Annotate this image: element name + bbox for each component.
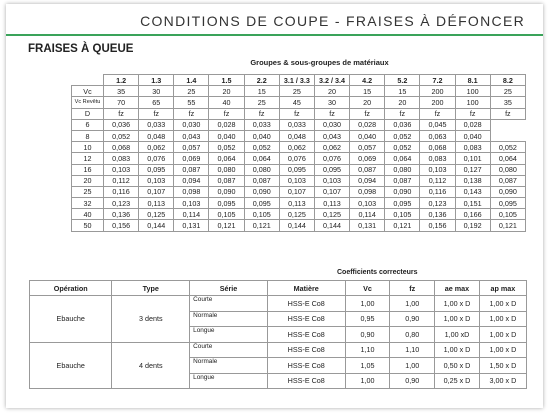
fz-coef-cell: 0,80 bbox=[390, 327, 435, 343]
fz-value-cell: 0,114 bbox=[174, 209, 209, 220]
diameter-cell: 25 bbox=[72, 186, 104, 197]
cutting-conditions-table bbox=[71, 74, 526, 232]
fz-value-cell: 0,103 bbox=[420, 164, 455, 175]
fz-header-cell: fz bbox=[139, 108, 174, 119]
coefficients-row bbox=[30, 342, 527, 358]
matiere-cell: HSS-E Co8 bbox=[267, 296, 345, 312]
ae-max-cell: 0,50 x D bbox=[435, 358, 480, 374]
fz-value-cell: 0,143 bbox=[455, 186, 490, 197]
vc-coef-cell: 1,00 bbox=[345, 373, 390, 389]
fz-header-cell: fz bbox=[314, 108, 349, 119]
diameter-cell: 20 bbox=[72, 175, 104, 186]
page-header bbox=[6, 4, 543, 30]
fz-value-cell: 0,064 bbox=[490, 153, 525, 164]
vc-coated-cell: 100 bbox=[455, 97, 490, 108]
group-header-cell: 3.2 / 3.4 bbox=[314, 75, 349, 86]
fz-value-cell: 0,040 bbox=[455, 130, 490, 141]
fz-value-cell: 0,076 bbox=[139, 153, 174, 164]
fz-value-cell: 0,095 bbox=[490, 198, 525, 209]
vc-coef-cell: 1,05 bbox=[345, 358, 390, 374]
fz-value-cell: 0,087 bbox=[350, 164, 385, 175]
fz-header-cell: fz bbox=[244, 108, 279, 119]
fz-header-cell: fz bbox=[279, 108, 314, 119]
serie-cell: Normale bbox=[190, 311, 268, 327]
fz-value-cell: 0,125 bbox=[314, 209, 349, 220]
fz-value-cell: 0,052 bbox=[490, 142, 525, 153]
fz-value-cell: 0,103 bbox=[314, 175, 349, 186]
vc-coef-cell: 1,00 bbox=[345, 296, 390, 312]
diameter-row bbox=[72, 119, 526, 130]
fz-value-cell: 0,090 bbox=[209, 186, 244, 197]
fz-value-cell: 0,105 bbox=[490, 209, 525, 220]
fz-value-cell: 0,094 bbox=[174, 175, 209, 186]
fz-value-cell: 0,138 bbox=[455, 175, 490, 186]
group-header-row bbox=[72, 75, 526, 86]
fz-value-cell: 0,123 bbox=[104, 198, 139, 209]
fz-value-cell: 0,069 bbox=[174, 153, 209, 164]
ae-max-header: ae max bbox=[435, 281, 480, 296]
fz-value-cell: 0,136 bbox=[420, 209, 455, 220]
vc-header: Vc bbox=[345, 281, 390, 296]
operation-cell: Ebauche bbox=[30, 342, 112, 389]
fz-value-cell: 0,033 bbox=[244, 119, 279, 130]
vc-cell: 25 bbox=[174, 86, 209, 97]
fz-header-cell: fz bbox=[455, 108, 490, 119]
coefficients-row bbox=[30, 296, 527, 312]
fz-value-cell: 0,103 bbox=[139, 175, 174, 186]
fz-header-cell: fz bbox=[385, 108, 420, 119]
diameter-row bbox=[72, 175, 526, 186]
fz-value-cell: 0,080 bbox=[244, 164, 279, 175]
vc-label-cell: Vc bbox=[72, 86, 104, 97]
fz-value-cell: 0,116 bbox=[104, 186, 139, 197]
fz-value-cell: 0,048 bbox=[139, 130, 174, 141]
diameter-cell: 50 bbox=[72, 220, 104, 231]
fz-value-cell: 0,105 bbox=[244, 209, 279, 220]
group-header-cell: 4.2 bbox=[350, 75, 385, 86]
fz-value-cell: 0,052 bbox=[104, 130, 139, 141]
vc-cell: 25 bbox=[279, 86, 314, 97]
fz-value-cell: 0,040 bbox=[209, 130, 244, 141]
vc-cell: 25 bbox=[490, 86, 525, 97]
fz-value-cell: 0,103 bbox=[279, 175, 314, 186]
serie-header: Série bbox=[190, 281, 268, 296]
fz-value-cell: 0,113 bbox=[139, 198, 174, 209]
serie-cell: Longue bbox=[190, 373, 268, 389]
fz-value-cell: 0,052 bbox=[209, 142, 244, 153]
group-header-cell: 8.1 bbox=[455, 75, 490, 86]
fz-value-cell: 0,028 bbox=[350, 119, 385, 130]
fz-value-cell: 0,166 bbox=[455, 209, 490, 220]
group-header-cell: 7.2 bbox=[420, 75, 455, 86]
fz-value-cell: 0,101 bbox=[455, 153, 490, 164]
fz-value-cell: 0,090 bbox=[490, 186, 525, 197]
fz-value-cell: 0,112 bbox=[104, 175, 139, 186]
fz-value-cell: 0,116 bbox=[420, 186, 455, 197]
fz-value-cell: 0,068 bbox=[420, 142, 455, 153]
section-title: FRAISES À QUEUE bbox=[28, 43, 134, 55]
fz-value-cell: 0,192 bbox=[455, 220, 490, 231]
diameter-row bbox=[72, 186, 526, 197]
groups-caption: Groupes & sous-groupes de matériaux bbox=[250, 58, 389, 67]
fz-coef-cell: 0,90 bbox=[390, 373, 435, 389]
fz-value-cell: 0,103 bbox=[104, 164, 139, 175]
matiere-cell: HSS-E Co8 bbox=[267, 327, 345, 343]
ap-max-cell: 1,00 x D bbox=[479, 296, 526, 312]
diameter-row bbox=[72, 153, 526, 164]
fz-value-cell: 0,127 bbox=[455, 164, 490, 175]
vc-coated-cell: 30 bbox=[314, 97, 349, 108]
matiere-header: Matière bbox=[267, 281, 345, 296]
diameter-label-cell: D bbox=[72, 108, 104, 119]
vc-cell: 15 bbox=[244, 86, 279, 97]
type-cell: 4 dents bbox=[112, 342, 190, 389]
fz-value-cell: 0,028 bbox=[209, 119, 244, 130]
vc-cell: 20 bbox=[314, 86, 349, 97]
fz-value-cell: 0,030 bbox=[314, 119, 349, 130]
fz-header-cell: fz bbox=[104, 108, 139, 119]
fz-value-cell: 0,033 bbox=[139, 119, 174, 130]
group-header-cell: 3.1 / 3.3 bbox=[279, 75, 314, 86]
coefficients-table bbox=[29, 280, 527, 389]
fz-header: fz bbox=[390, 281, 435, 296]
fz-header-cell: fz bbox=[209, 108, 244, 119]
fz-value-cell: 0,052 bbox=[385, 142, 420, 153]
group-header-cell: 1.5 bbox=[209, 75, 244, 86]
vc-coated-label-cell: Vc Revêtu bbox=[72, 97, 104, 108]
diameter-cell: 8 bbox=[72, 130, 104, 141]
fz-header-cell: fz bbox=[350, 108, 385, 119]
serie-cell: Courte bbox=[190, 296, 268, 312]
vc-coated-cell: 65 bbox=[139, 97, 174, 108]
fz-value-cell: 0,090 bbox=[385, 186, 420, 197]
matiere-cell: HSS-E Co8 bbox=[267, 342, 345, 358]
fz-value-cell: 0,094 bbox=[350, 175, 385, 186]
ae-max-cell: 1,00 x D bbox=[435, 296, 480, 312]
fz-value-cell: 0,052 bbox=[244, 142, 279, 153]
fz-coef-cell: 1,00 bbox=[390, 296, 435, 312]
fz-value-cell: 0,045 bbox=[420, 119, 455, 130]
fz-value-cell: 0,028 bbox=[455, 119, 490, 130]
fz-value-cell: 0,095 bbox=[209, 198, 244, 209]
group-header-cell: 8.2 bbox=[490, 75, 525, 86]
operation-cell: Ebauche bbox=[30, 296, 112, 343]
fz-value-cell: 0,080 bbox=[490, 164, 525, 175]
fz-coef-cell: 1,00 bbox=[390, 358, 435, 374]
fz-value-cell: 0,057 bbox=[350, 142, 385, 153]
fz-value-cell: 0,087 bbox=[385, 175, 420, 186]
fz-value-cell: 0,121 bbox=[209, 220, 244, 231]
group-header-cell: 2.2 bbox=[244, 75, 279, 86]
fz-value-cell: 0,156 bbox=[104, 220, 139, 231]
diameter-row bbox=[72, 142, 526, 153]
vc-cell: 15 bbox=[350, 86, 385, 97]
diameter-cell: 32 bbox=[72, 198, 104, 209]
vc-cell: 30 bbox=[139, 86, 174, 97]
fz-value-cell: 0,087 bbox=[244, 175, 279, 186]
fz-header-cell: fz bbox=[420, 108, 455, 119]
fz-value-cell: 0,076 bbox=[279, 153, 314, 164]
fz-value-cell: 0,068 bbox=[104, 142, 139, 153]
ae-max-cell: 1,00 x D bbox=[435, 342, 480, 358]
diameter-cell: 16 bbox=[72, 164, 104, 175]
fz-value-cell: 0,125 bbox=[279, 209, 314, 220]
operation-header: Opération bbox=[30, 281, 112, 296]
fz-header-cell: fz bbox=[174, 108, 209, 119]
fz-value-cell: 0,107 bbox=[279, 186, 314, 197]
d-fz-header-row bbox=[72, 108, 526, 119]
fz-header-cell: fz bbox=[490, 108, 525, 119]
fz-value-cell: 0,080 bbox=[209, 164, 244, 175]
matiere-cell: HSS-E Co8 bbox=[267, 311, 345, 327]
fz-value-cell: 0,083 bbox=[420, 153, 455, 164]
fz-value-cell: 0,121 bbox=[244, 220, 279, 231]
diameter-cell: 12 bbox=[72, 153, 104, 164]
vc-coef-cell: 1,10 bbox=[345, 342, 390, 358]
fz-value-cell: 0,125 bbox=[139, 209, 174, 220]
vc-coef-cell: 0,90 bbox=[345, 327, 390, 343]
type-cell: 3 dents bbox=[112, 296, 190, 343]
header-rule bbox=[6, 34, 543, 36]
fz-value-cell: 0,040 bbox=[350, 130, 385, 141]
fz-coef-cell: 1,10 bbox=[390, 342, 435, 358]
fz-value-cell: 0,080 bbox=[385, 164, 420, 175]
fz-value-cell: 0,095 bbox=[385, 198, 420, 209]
vc-coated-cell: 55 bbox=[174, 97, 209, 108]
ap-max-cell: 1,50 x D bbox=[479, 358, 526, 374]
vc-coated-cell: 25 bbox=[244, 97, 279, 108]
fz-value-cell: 0,064 bbox=[244, 153, 279, 164]
fz-coef-cell: 0,90 bbox=[390, 311, 435, 327]
fz-value-cell: 0,113 bbox=[314, 198, 349, 209]
fz-value-cell: 0,105 bbox=[209, 209, 244, 220]
fz-value-cell: 0,144 bbox=[314, 220, 349, 231]
type-header: Type bbox=[112, 281, 190, 296]
vc-cell: 100 bbox=[455, 86, 490, 97]
fz-value-cell: 0,062 bbox=[139, 142, 174, 153]
fz-value-cell: 0,062 bbox=[279, 142, 314, 153]
fz-value-cell: 0,030 bbox=[174, 119, 209, 130]
ap-max-cell: 1,00 x D bbox=[479, 327, 526, 343]
fz-value-cell: 0,151 bbox=[455, 198, 490, 209]
fz-value-cell: 0,144 bbox=[279, 220, 314, 231]
group-corner-cell bbox=[72, 75, 104, 86]
diameter-cell: 40 bbox=[72, 209, 104, 220]
serie-cell: Courte bbox=[190, 342, 268, 358]
fz-value-cell: 0,123 bbox=[420, 198, 455, 209]
fz-value-cell: 0,121 bbox=[385, 220, 420, 231]
fz-value-cell: 0,098 bbox=[174, 186, 209, 197]
diameter-row bbox=[72, 130, 526, 141]
group-header-cell: 1.3 bbox=[139, 75, 174, 86]
fz-value-cell: 0,107 bbox=[139, 186, 174, 197]
fz-value-cell: 0,064 bbox=[385, 153, 420, 164]
fz-value-cell: 0,063 bbox=[420, 130, 455, 141]
group-header-cell: 5.2 bbox=[385, 75, 420, 86]
fz-value-cell: 0,087 bbox=[209, 175, 244, 186]
vc-cell: 35 bbox=[104, 86, 139, 97]
vc-coated-cell: 200 bbox=[420, 97, 455, 108]
diameter-cell: 10 bbox=[72, 142, 104, 153]
diameter-row bbox=[72, 220, 526, 231]
fz-value-cell: 0,103 bbox=[350, 198, 385, 209]
diameter-row bbox=[72, 198, 526, 209]
ap-max-cell: 1,00 x D bbox=[479, 311, 526, 327]
fz-value-cell: 0,156 bbox=[420, 220, 455, 231]
fz-value-cell: 0,131 bbox=[174, 220, 209, 231]
fz-value-cell: 0,064 bbox=[209, 153, 244, 164]
serie-cell: Longue bbox=[190, 327, 268, 343]
fz-value-cell: 0,036 bbox=[385, 119, 420, 130]
vc-coated-cell: 35 bbox=[490, 97, 525, 108]
ae-max-cell: 1,00 x D bbox=[435, 311, 480, 327]
vc-coated-cell: 70 bbox=[104, 97, 139, 108]
fz-value-cell: 0,033 bbox=[279, 119, 314, 130]
fz-value-cell: 0,103 bbox=[174, 198, 209, 209]
fz-value-cell: 0,095 bbox=[244, 198, 279, 209]
fz-value-cell: 0,036 bbox=[104, 119, 139, 130]
serie-cell: Normale bbox=[190, 358, 268, 374]
matiere-cell: HSS-E Co8 bbox=[267, 358, 345, 374]
fz-value-cell: 0,048 bbox=[279, 130, 314, 141]
diameter-row bbox=[72, 209, 526, 220]
fz-value-cell: 0,043 bbox=[314, 130, 349, 141]
matiere-cell: HSS-E Co8 bbox=[267, 373, 345, 389]
vc-coated-cell: 20 bbox=[350, 97, 385, 108]
fz-value-cell: 0,069 bbox=[350, 153, 385, 164]
page-header-title: CONDITIONS DE COUPE - FRAISES À DÉFONCER bbox=[140, 13, 525, 29]
fz-value-cell: 0,098 bbox=[350, 186, 385, 197]
fz-value-cell: 0,131 bbox=[350, 220, 385, 231]
ap-max-cell: 1,00 x D bbox=[479, 342, 526, 358]
fz-value-cell: 0,040 bbox=[244, 130, 279, 141]
fz-value-cell: 0,043 bbox=[174, 130, 209, 141]
coefficients-header-row bbox=[30, 281, 527, 296]
ap-max-cell: 3,00 x D bbox=[479, 373, 526, 389]
fz-value-cell: 0,076 bbox=[314, 153, 349, 164]
vc-coated-cell: 20 bbox=[385, 97, 420, 108]
fz-value-cell: 0,121 bbox=[490, 220, 525, 231]
vc-cell: 20 bbox=[209, 86, 244, 97]
fz-value-cell: 0,095 bbox=[314, 164, 349, 175]
ap-max-header: ap max bbox=[479, 281, 526, 296]
vc-coated-row bbox=[72, 97, 526, 108]
vc-coated-cell: 45 bbox=[279, 97, 314, 108]
fz-value-cell: 0,057 bbox=[174, 142, 209, 153]
fz-value-cell: 0,087 bbox=[490, 175, 525, 186]
group-header-cell: 1.2 bbox=[104, 75, 139, 86]
ae-max-cell: 1,00 xD bbox=[435, 327, 480, 343]
vc-coef-cell: 0,95 bbox=[345, 311, 390, 327]
fz-value-cell: 0,136 bbox=[104, 209, 139, 220]
fz-value-cell: 0,087 bbox=[174, 164, 209, 175]
fz-value-cell: 0,144 bbox=[139, 220, 174, 231]
fz-value-cell: 0,105 bbox=[385, 209, 420, 220]
fz-value-cell: 0,114 bbox=[350, 209, 385, 220]
vc-cell: 15 bbox=[385, 86, 420, 97]
fz-value-cell: 0,095 bbox=[139, 164, 174, 175]
vc-cell: 200 bbox=[420, 86, 455, 97]
fz-value-cell: 0,083 bbox=[455, 142, 490, 153]
fz-value-cell: 0,090 bbox=[244, 186, 279, 197]
diameter-cell: 6 bbox=[72, 119, 104, 130]
fz-value-cell: 0,062 bbox=[314, 142, 349, 153]
group-header-cell: 1.4 bbox=[174, 75, 209, 86]
ae-max-cell: 0,25 x D bbox=[435, 373, 480, 389]
fz-value-cell: 0,083 bbox=[104, 153, 139, 164]
document-page bbox=[6, 4, 543, 408]
diameter-row bbox=[72, 164, 526, 175]
fz-value-cell: 0,052 bbox=[385, 130, 420, 141]
fz-value-cell: 0,112 bbox=[420, 175, 455, 186]
fz-value-cell: 0,107 bbox=[314, 186, 349, 197]
vc-coated-cell: 40 bbox=[209, 97, 244, 108]
fz-value-cell: 0,095 bbox=[279, 164, 314, 175]
coefficients-caption: Coefficients correcteurs bbox=[337, 269, 418, 276]
vc-row bbox=[72, 86, 526, 97]
fz-value-cell: 0,113 bbox=[279, 198, 314, 209]
